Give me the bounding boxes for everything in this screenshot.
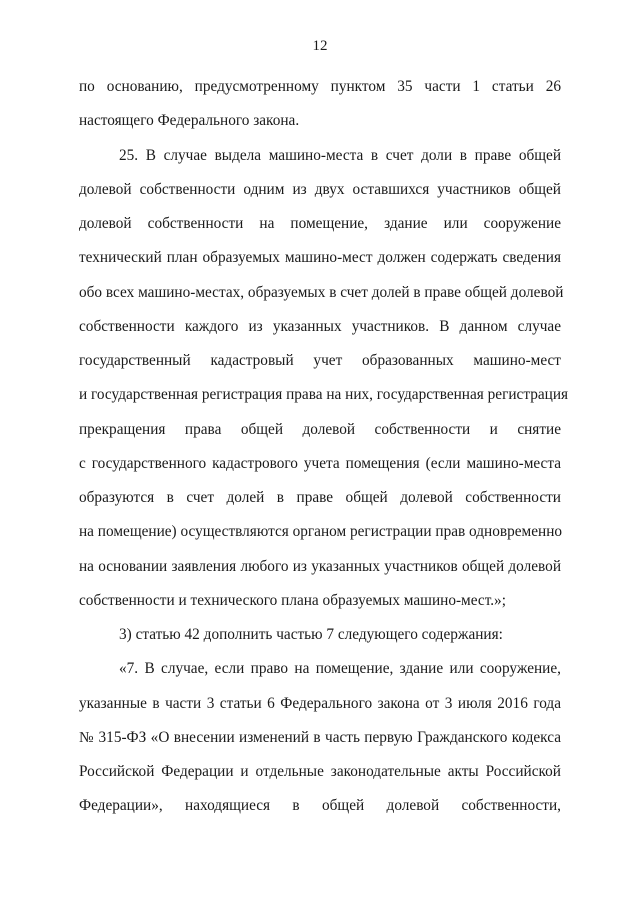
- text-line: Российской Федерации и отдельные законодательные акты Российской: [79, 763, 561, 780]
- text-line: на помещение) осуществляются органом регистрации прав одновременно: [79, 523, 563, 541]
- text-line: образуются в счет долей в праве общей долевой собственности: [79, 489, 561, 506]
- document-body: [79, 70, 569, 824]
- text-line: долевой собственности на помещение, здание или сооружение: [79, 215, 561, 232]
- text-line: технический план образуемых машино-мест должен содержать сведения: [79, 249, 561, 267]
- text-line: настоящего Федерального закона.: [79, 112, 300, 130]
- text-line: долевой собственности одним из двух оставшихся участников общей: [79, 180, 561, 198]
- text-line: и государственная регистрация права на них, государственная регистрация: [79, 386, 569, 404]
- text-line: 3) статью 42 дополнить частью 7 следующего содержания:: [119, 626, 503, 643]
- text-line: государственный кадастровый учет образованных машино-мест: [79, 352, 561, 369]
- text-line: с государственного кадастрового учета помещения (если машино-места: [79, 454, 561, 472]
- text-line: указанные в части 3 статьи 6 Федерального закона от 3 июля 2016 года: [79, 694, 561, 712]
- text-line: по основанию, предусмотренному пунктом 35 части 1 статьи 26: [79, 78, 561, 95]
- text-line: обо всех машино-местах, образуемых в счет долей в праве общей долевой: [79, 283, 564, 301]
- page-number: 12: [312, 38, 328, 54]
- text-line: Федерации», находящиеся в общей долевой собственности,: [79, 797, 561, 815]
- text-line: 25. В случае выдела машино-места в счет доли в праве общей: [119, 146, 561, 164]
- text-line: на основании заявления любого из указанных участников общей долевой: [79, 557, 561, 575]
- text-line: прекращения права общей долевой собственности и снятие: [79, 420, 561, 438]
- text-line: «7. В случае, если право на помещение, здание или сооружение,: [119, 660, 561, 678]
- text-line: № 315-ФЗ «О внесении изменений в часть первую Гражданского кодекса: [79, 728, 561, 746]
- text-line: собственности и технического плана образуемых машино-мест.»;: [79, 591, 506, 609]
- text-line: собственности каждого из указанных участников. В данном случае: [79, 317, 561, 335]
